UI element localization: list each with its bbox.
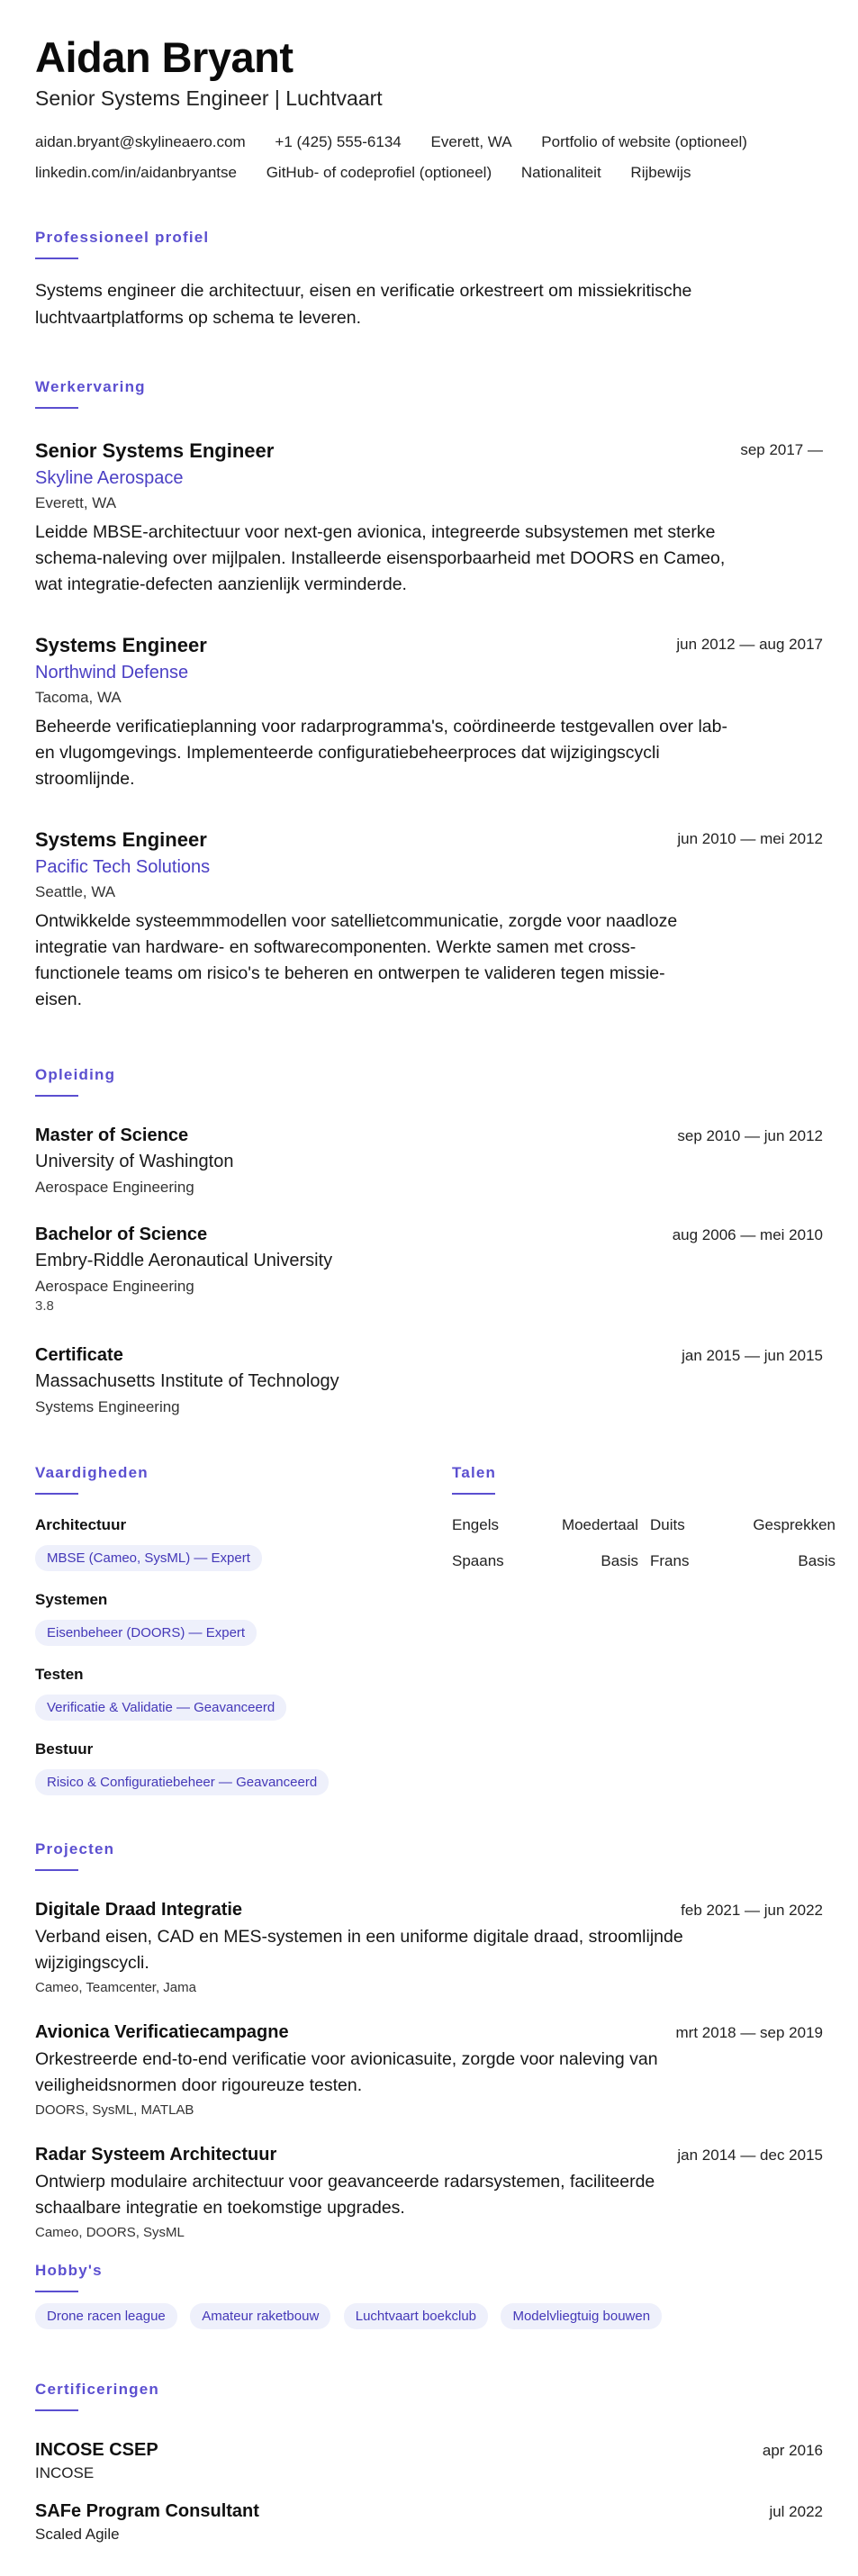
- experience-item: [35, 828, 823, 1013]
- job-company: Pacific Tech Solutions: [35, 857, 211, 877]
- skill-pill: Risico & Configuratiebeheer — Geavanceerd: [35, 1769, 329, 1795]
- skill-pill: MBSE (Cameo, SysML) — Expert: [35, 1545, 262, 1571]
- project-description: Verband eisen, CAD en MES-systemen in een uniforme digitale draad, stroomlijnde wijzigingscycli.: [35, 1927, 683, 1973]
- education-school: Embry-Riddle Aeronautical University: [35, 1251, 333, 1270]
- job-company: Northwind Defense: [35, 663, 189, 682]
- education-degree: Bachelor of Science: [35, 1225, 208, 1244]
- skill-pill: Verificatie & Validatie — Geavanceerd: [35, 1695, 286, 1721]
- project-name: Digitale Draad Integratie: [35, 1900, 243, 1920]
- job-title: Systems Engineer: [35, 828, 207, 851]
- section-rule-profile: [35, 258, 78, 259]
- education-item: [35, 1225, 823, 1314]
- hobby-pill: Drone racen league: [35, 2303, 177, 2329]
- contact-location: Everett, WA: [430, 133, 512, 150]
- language-level: Gesprekken: [753, 1516, 835, 1533]
- section-title-hobbies: Hobby's: [35, 2262, 103, 2279]
- project-dates: feb 2021 — jun 2022: [681, 1902, 823, 1919]
- skill-group-name: Systemen: [35, 1591, 108, 1608]
- certification-name: SAFe Program Consultant: [35, 2501, 259, 2521]
- education-field: Aerospace Engineering: [35, 1278, 194, 1295]
- education-field: Aerospace Engineering: [35, 1179, 194, 1196]
- education-dates: aug 2006 — mei 2010: [672, 1226, 823, 1243]
- job-location: Tacoma, WA: [35, 689, 122, 706]
- language-level: Basis: [798, 1552, 835, 1569]
- skill-group-name: Architectuur: [35, 1516, 127, 1533]
- skill-group: [35, 1666, 286, 1721]
- certification-date: apr 2016: [762, 2442, 823, 2459]
- contact-nationality: Nationaliteit: [520, 164, 601, 181]
- certification-item: [35, 2440, 823, 2482]
- project-description: Orkestreerde end-to-end verificatie voor avionicasuite, zorgde voor naleving van veiligheidsnormen door rigoureuze testen.: [35, 2049, 658, 2095]
- education-item: [35, 1345, 823, 1416]
- section-title-experience: Werkervaring: [35, 378, 146, 395]
- certification-date: jul 2022: [769, 2503, 823, 2520]
- profile-summary: Systems engineer die architectuur, eisen en verificatie orkestreert om missiekritische luchtvaartplatforms op schema te leveren.: [35, 281, 692, 328]
- contact-phone[interactable]: +1 (425) 555-6134: [275, 133, 402, 150]
- job-location: Everett, WA: [35, 494, 117, 511]
- hobby-pill: Luchtvaart boekclub: [344, 2303, 488, 2329]
- language-name: Spaans: [452, 1552, 504, 1569]
- section-rule-experience: [35, 407, 78, 409]
- education-school: Massachusetts Institute of Technology: [35, 1371, 339, 1391]
- experience-item: [35, 634, 823, 792]
- project-item: [35, 2022, 823, 2118]
- section-rule-languages: [452, 1493, 495, 1495]
- hobby-list: [35, 2303, 671, 2329]
- project-name: Avionica Verificatiecampagne: [35, 2022, 289, 2042]
- language-level: Moedertaal: [561, 1516, 638, 1533]
- section-title-certifications: Certificeringen: [35, 2381, 159, 2398]
- project-dates: mrt 2018 — sep 2019: [675, 2024, 823, 2041]
- project-name: Radar Systeem Architectuur: [35, 2145, 277, 2165]
- project-tools: Cameo, DOORS, SysML: [35, 2225, 185, 2240]
- education-item: [35, 1125, 823, 1197]
- education-school: University of Washington: [35, 1152, 234, 1171]
- language-name: Duits: [650, 1516, 685, 1533]
- education-degree: Master of Science: [35, 1125, 189, 1145]
- hobby-pill: Modelvliegtuig bouwen: [501, 2303, 662, 2329]
- skill-group: [35, 1516, 262, 1571]
- section-title-skills: Vaardigheden: [35, 1464, 149, 1481]
- language-name: Frans: [650, 1552, 690, 1569]
- skill-pill: Eisenbeheer (DOORS) — Expert: [35, 1620, 257, 1646]
- project-tools: Cameo, Teamcenter, Jama: [35, 1980, 196, 1995]
- job-location: Seattle, WA: [35, 883, 116, 900]
- project-dates: jan 2014 — dec 2015: [677, 2147, 823, 2164]
- candidate-headline: Senior Systems Engineer | Luchtvaart: [35, 86, 383, 110]
- job-dates: sep 2017 —: [740, 441, 823, 458]
- project-description: Ontwierp modulaire architectuur voor geavanceerde radarsystemen, faciliteerde schaalbare integratie en toekomstige upgrades.: [35, 2172, 655, 2218]
- experience-item: [35, 439, 823, 598]
- project-item: [35, 2145, 823, 2240]
- section-title-profile: Professioneel profiel: [35, 229, 210, 246]
- certification-issuer: Scaled Agile: [35, 2526, 120, 2543]
- job-title: Senior Systems Engineer: [35, 439, 275, 462]
- section-rule-certifications: [35, 2409, 78, 2411]
- section-title-education: Opleiding: [35, 1066, 116, 1083]
- contact-linkedin[interactable]: linkedin.com/in/aidanbryantse: [35, 164, 237, 181]
- job-company: Skyline Aerospace: [35, 468, 184, 488]
- project-tools: DOORS, SysML, MATLAB: [35, 2102, 194, 2118]
- job-title: Systems Engineer: [35, 634, 207, 656]
- candidate-name: Aidan Bryant: [35, 33, 294, 81]
- skill-group-name: Testen: [35, 1666, 84, 1683]
- job-description: Beheerde verificatieplanning voor radarprogramma's, coördineerde testgevallen over lab- en vlugomgevings. Implementeerde configuratiebeheerproces dat wijzigingscycli stroomlijnde.: [35, 717, 727, 789]
- hobby-pill: Amateur raketbouw: [190, 2303, 330, 2329]
- contact-github[interactable]: GitHub- of codeprofiel (optioneel): [266, 164, 492, 181]
- language-level: Basis: [601, 1552, 638, 1569]
- certification-item: [35, 2501, 823, 2544]
- education-gpa: 3.8: [35, 1298, 54, 1314]
- job-description: Leidde MBSE-architectuur voor next-gen avionica, integreerde subsystemen met sterke schema-naleving over mijlpalen. Installeerde eisensporbaarheid met DOORS en Cameo, wat integratie-defecten aanzienlijk verminderde.: [35, 522, 726, 594]
- contact-row-primary: [35, 133, 772, 151]
- certification-name: INCOSE CSEP: [35, 2440, 158, 2460]
- skill-group: [35, 1740, 329, 1795]
- job-dates: jun 2012 — aug 2017: [676, 636, 823, 653]
- education-degree: Certificate: [35, 1345, 123, 1365]
- contact-drivers-license: Rijbewijs: [630, 164, 691, 181]
- education-dates: sep 2010 — jun 2012: [677, 1127, 823, 1144]
- section-title-languages: Talen: [452, 1464, 497, 1481]
- section-title-projects: Projecten: [35, 1840, 115, 1857]
- language-name: Engels: [452, 1516, 499, 1533]
- section-rule-projects: [35, 1869, 78, 1871]
- section-rule-skills: [35, 1493, 78, 1495]
- job-dates: jun 2010 — mei 2012: [677, 830, 823, 847]
- contact-email[interactable]: aidan.bryant@skylineaero.com: [35, 133, 246, 150]
- education-field: Systems Engineering: [35, 1398, 180, 1415]
- certification-issuer: INCOSE: [35, 2464, 95, 2481]
- section-rule-hobbies: [35, 2291, 78, 2292]
- skill-group-name: Bestuur: [35, 1740, 94, 1758]
- section-rule-education: [35, 1095, 78, 1097]
- project-item: [35, 1900, 823, 1995]
- skill-group: [35, 1591, 257, 1646]
- contact-row-secondary: [35, 164, 717, 182]
- job-description: Ontwikkelde systeemmmodellen voor satellietcommunicatie, zorgde voor naadloze integratie van hardware- en softwarecomponenten. Werkte samen met cross-functionele teams om risico's te beheren en ontwerpen te valideren tegen missie-eisen.: [35, 911, 678, 1009]
- contact-portfolio[interactable]: Portfolio of website (optioneel): [541, 133, 747, 150]
- education-dates: jan 2015 — jun 2015: [682, 1347, 823, 1364]
